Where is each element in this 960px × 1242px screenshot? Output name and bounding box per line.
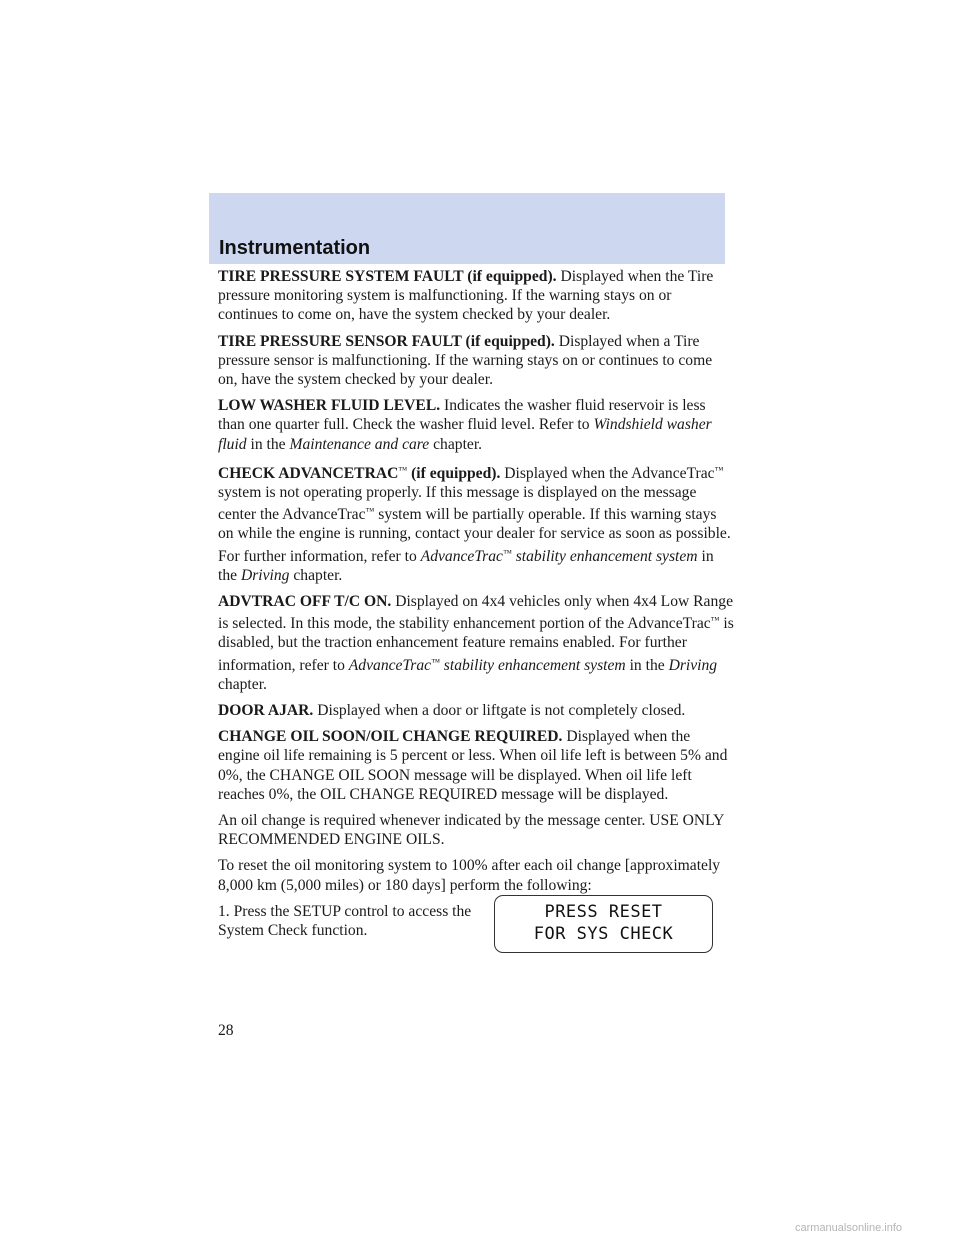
term-part: (if equipped). <box>411 464 501 482</box>
text: in the <box>218 547 714 584</box>
text: chapter. <box>293 566 343 584</box>
text: in the <box>629 656 665 674</box>
text: chapter. <box>433 435 483 453</box>
description: Displayed when the Tire pressure monitoring system is malfunctioning. If the warning stays on or continues to come on, have the system checked by your dealer. <box>218 268 714 324</box>
advtrac-off-paragraph <box>218 592 734 694</box>
term: TIRE PRESSURE SYSTEM FAULT (if equipped). <box>218 268 557 285</box>
trademark-symbol: ™ <box>714 464 724 475</box>
reset-intro-paragraph: To reset the oil monitoring system to 100% after each oil change [approximately 8,000 km (5,000 miles) or 180 days] perform the following: <box>218 857 721 894</box>
term: LOW WASHER FLUID LEVEL. <box>218 397 441 415</box>
text: AdvanceTrac <box>348 656 432 674</box>
term: ADVTRAC OFF T/C ON. <box>218 593 392 611</box>
page-number: 28 <box>218 1022 234 1039</box>
cross-reference <box>421 548 698 565</box>
low-washer-fluid-paragraph <box>218 396 734 454</box>
check-advancetrac-paragraph <box>218 461 734 585</box>
text: stability enhancement system <box>515 547 698 565</box>
chapter-reference: Maintenance and care <box>289 435 430 453</box>
display-line-2: FOR SYS CHECK <box>533 924 674 944</box>
term: DOOR AJAR. <box>218 702 314 720</box>
cross-reference <box>349 657 626 674</box>
text: Displayed when the AdvanceTrac <box>504 464 715 482</box>
description: Displayed when a door or liftgate is not completely closed. <box>317 702 686 720</box>
term-part: CHECK ADVANCETRAC <box>218 464 399 482</box>
text: is disabled, but the traction enhancement feature remains enabled. For further information, refer to <box>218 615 734 674</box>
change-oil-paragraph <box>218 727 734 804</box>
cross-reference: Windshield washer fluid <box>218 416 712 453</box>
text: Displayed on 4x4 vehicles only when 4x4 Low Range is selected. In this mode, the stability enhancement portion of the AdvanceTrac <box>218 593 733 633</box>
trademark-symbol: ™ <box>710 615 720 626</box>
display-line-1: PRESS RESET <box>544 902 663 922</box>
term: CHANGE OIL SOON/OIL CHANGE REQUIRED. <box>218 728 563 746</box>
page-content <box>218 267 734 947</box>
chapter-reference: Driving <box>668 656 718 674</box>
tire-system-fault-paragraph <box>218 267 734 325</box>
text: system is not operating properly. If this message is displayed on the message center the AdvanceTrac <box>218 484 697 524</box>
description: Displayed when the engine oil life remaining is 5 percent or less. When oil life left is between 5% and 0%, the CHANGE OIL SOON message will be displayed. When oil life left reaches 0%, the OIL CHANGE REQUIRED message will be displayed. <box>218 728 728 803</box>
message-center-display <box>494 895 713 953</box>
trademark-symbol: ™ <box>398 464 408 475</box>
text: AdvanceTrac <box>420 547 503 565</box>
text: system will be partially operable. If this warning stays on while the engine is running, contact your dealer for service as soon as possible. For further information, refer to <box>218 506 731 565</box>
trademark-symbol: ™ <box>502 547 512 558</box>
term: TIRE PRESSURE SENSOR FAULT (if equipped). <box>218 332 555 350</box>
step-1: 1. Press the SETUP control to access the System Check function. <box>218 902 472 940</box>
chapter-reference: Driving <box>240 566 290 584</box>
text: in the <box>250 435 286 453</box>
term <box>218 465 500 482</box>
text: stability enhancement system <box>443 656 626 674</box>
watermark: carmanualsonline.info <box>795 1222 903 1234</box>
tire-sensor-fault-paragraph <box>218 332 734 390</box>
trademark-symbol: ™ <box>365 506 375 517</box>
description: Indicates the washer fluid reservoir is less than one quarter full. Check the washer fluid level. Refer to <box>218 397 706 434</box>
oil-change-required-paragraph: An oil change is required whenever indicated by the message center. USE ONLY RECOMMENDED ENGINE OILS. <box>218 812 724 849</box>
door-ajar-paragraph <box>218 701 734 720</box>
text: chapter. <box>218 675 267 693</box>
trademark-symbol: ™ <box>431 656 440 667</box>
section-title: Instrumentation <box>219 237 371 259</box>
description: Displayed when a Tire pressure sensor is malfunctioning. If the warning stays on or continues to come on, have the system checked by your dealer. <box>218 332 713 389</box>
